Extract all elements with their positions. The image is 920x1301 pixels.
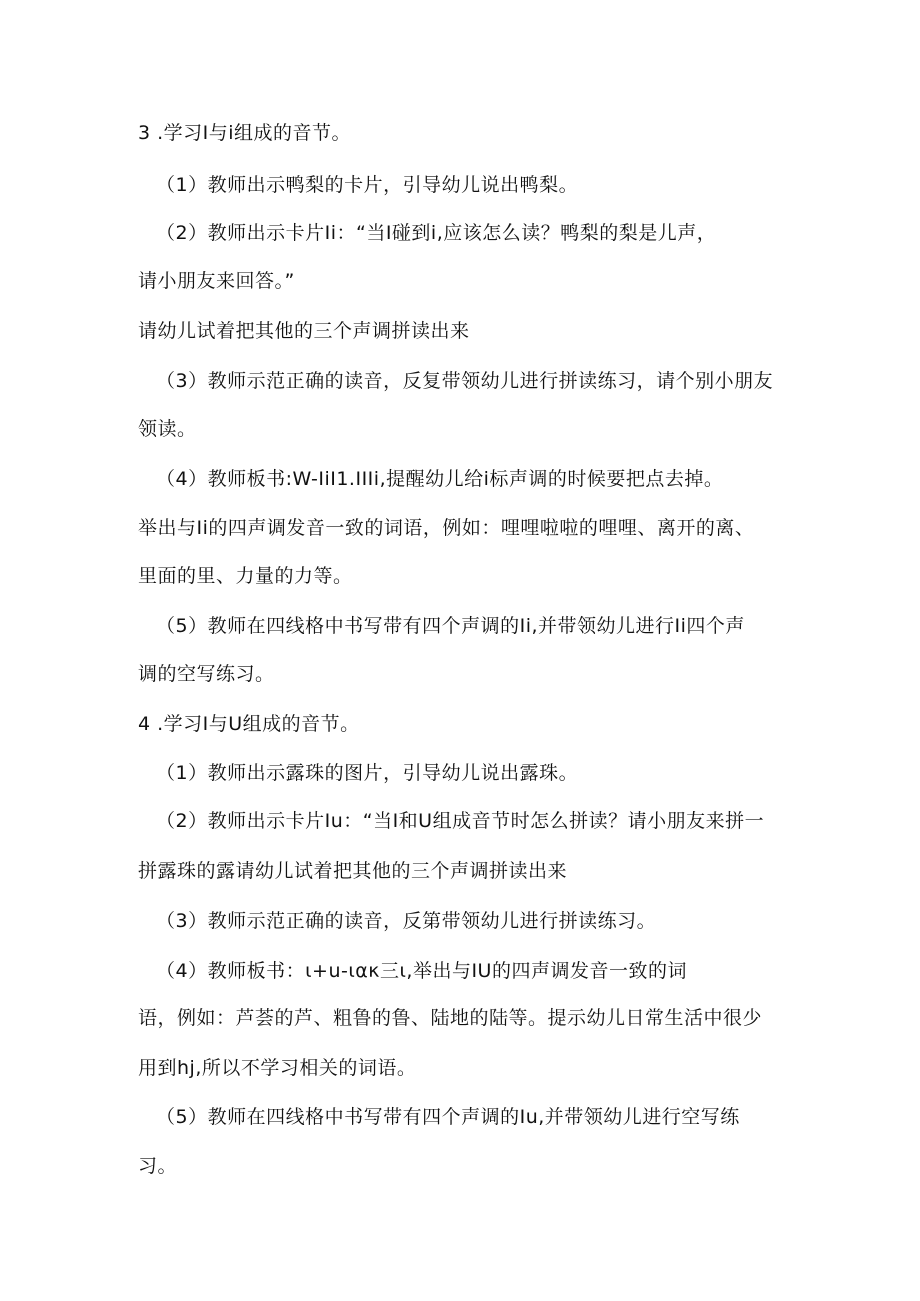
paragraph-line: 里面的里、力量的力等。 (138, 565, 353, 587)
section-4-heading: 4 .学习I与U组成的音节。 (138, 713, 360, 735)
paragraph-line: （1）教师出示露珠的图片，引导幼儿说出露珠。 (156, 762, 579, 784)
paragraph-line: （2）教师出示卡片Iu：“当I和U组成音节时怎么拼读？请小朋友来拼一 (156, 810, 765, 832)
paragraph-line: 请小朋友来回答。” (138, 270, 295, 292)
paragraph-line: （5）教师在四线格中书写带有四个声调的Iu,并带领幼儿进行空写练 (156, 1106, 740, 1128)
paragraph-line: （4）教师板书:W-IiI1.IIIi,提醒幼儿给i标声调的时候要把点去掉。 (156, 468, 724, 490)
paragraph-line: 拼露珠的露请幼儿试着把其他的三个声调拼读出来 (138, 860, 568, 882)
paragraph-line: 习。 (138, 1155, 178, 1177)
paragraph-line: （1）教师出示鸭梨的卡片，引导幼儿说出鸭梨。 (156, 174, 579, 196)
paragraph-line: （3）教师示范正确的读音，反复带领幼儿进行拼读练习，请个别小朋友 (156, 370, 774, 392)
paragraph-line: 请幼儿试着把其他的三个声调拼读出来 (138, 320, 470, 342)
paragraph-line: （3）教师示范正确的读音，反第带领幼儿进行拼读练习。 (156, 910, 657, 932)
paragraph-line: （5）教师在四线格中书写带有四个声调的Ii,并带领幼儿进行Ii四个声 (156, 615, 745, 637)
paragraph-line: （2）教师出示卡片Ii：“当I碰到i,应该怎么读？鸭梨的梨是儿声， (156, 222, 717, 244)
paragraph-line: 调的空写练习。 (138, 663, 275, 685)
paragraph-line: （4）教师板书：ι+u-ιακ三ι,举出与IU的四声调发音一致的词 (156, 960, 687, 982)
paragraph-line: 举出与Ii的四声调发音一致的词语，例如：哩哩啦啦的哩哩、离开的离、 (138, 517, 755, 539)
paragraph-line: 语，例如：芦荟的芦、粗鲁的鲁、陆地的陆等。提示幼儿日常生活中很少 (138, 1007, 763, 1029)
paragraph-line: 用到hj,所以不学习相关的词语。 (138, 1057, 417, 1079)
section-3-heading: 3 .学习I与i组成的音节。 (138, 122, 352, 144)
paragraph-line: 领读。 (138, 418, 197, 440)
